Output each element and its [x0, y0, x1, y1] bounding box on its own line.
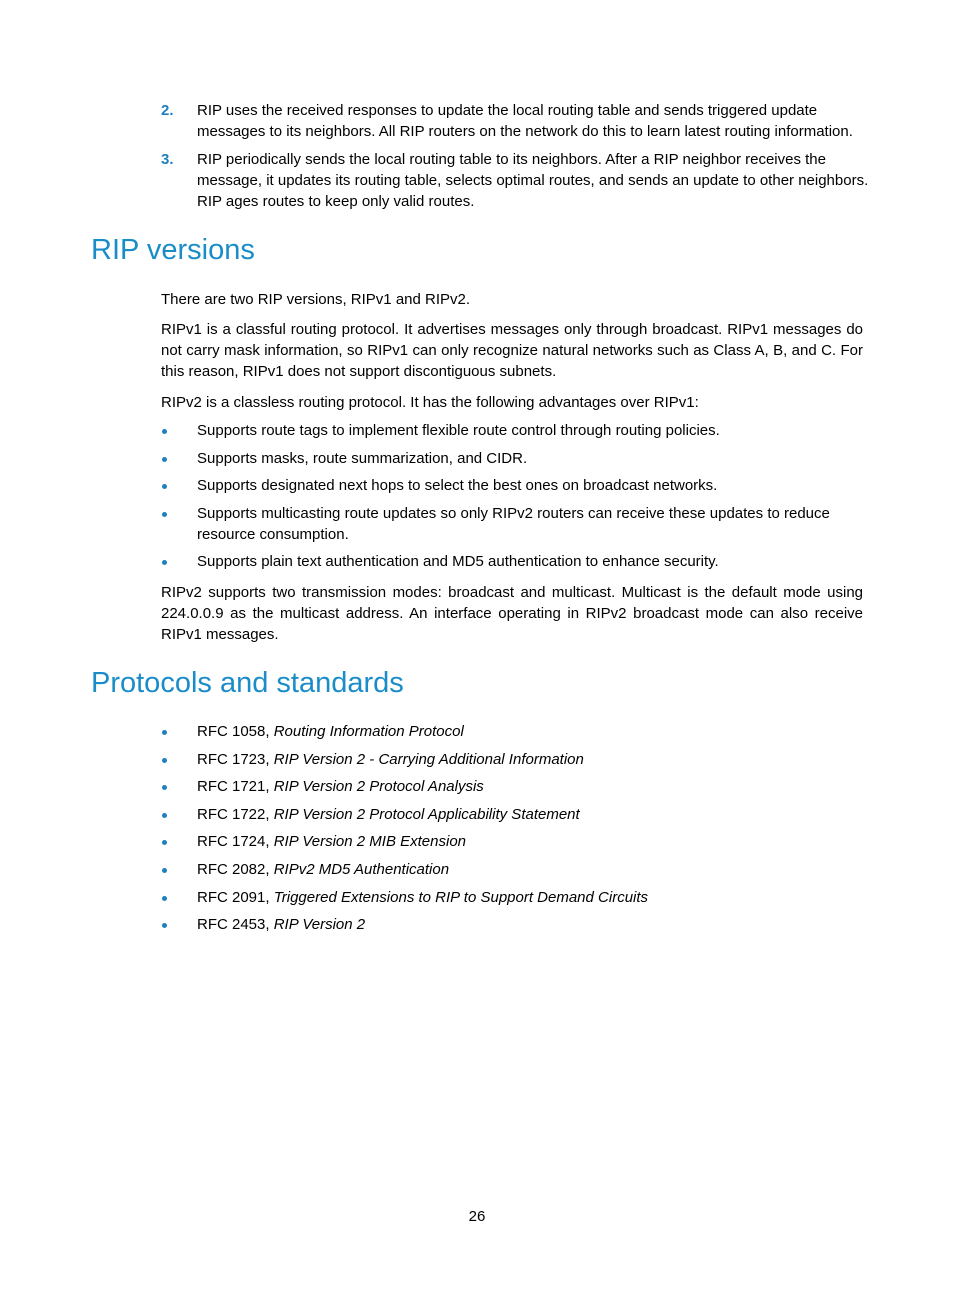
rfc-title: RIPv2 MD5 Authentication	[273, 860, 450, 878]
rfc-item	[161, 749, 863, 770]
bullet-icon	[162, 457, 167, 462]
bullet-icon	[162, 560, 167, 565]
list-item-text: Supports masks, route summarization, and CIDR.	[197, 449, 528, 467]
step-text: RIP periodically sends the local routing table to its neighbors. After a RIP neighbor receives the message, it updates its routing table, selects optimal routes, and sends an update to other neighbors. RIP ages routes to keep only valid routes.	[197, 151, 869, 210]
rfc-item	[161, 887, 863, 908]
step-number: 3.	[161, 151, 174, 168]
rfc-number: RFC 1723,	[197, 750, 274, 768]
rfc-title: Routing Information Protocol	[273, 723, 464, 740]
bullet-icon	[162, 923, 167, 928]
paragraph: There are two RIP versions, RIPv1 and RIPv2.	[161, 291, 471, 308]
rfc-item	[161, 804, 863, 825]
paragraph: RIPv2 supports two transmission modes: broadcast and multicast. Multicast is the default mode using 224.0.0.9 as the multicast address. An interface operating in RIPv2 broadcast mode can also receive RIPv1 messages.	[161, 584, 863, 643]
rfc-title: RIP Version 2 Protocol Applicability Statement	[273, 805, 580, 823]
rfc-number: RFC 2091,	[197, 888, 274, 906]
numbered-steps	[161, 100, 871, 219]
rfc-number: RFC 1721,	[197, 778, 274, 796]
step-number: 2.	[161, 102, 174, 119]
section-heading-rip-versions: RIP versions	[91, 234, 255, 266]
list-item-text: Supports multicasting route updates so only RIPv2 routers can receive these updates to reduce resource consumption.	[197, 504, 830, 543]
bullet-icon	[162, 512, 167, 517]
rfc-item	[161, 721, 863, 742]
rfc-number: RFC 2453,	[197, 916, 274, 934]
bullet-icon	[162, 868, 167, 873]
rfc-title: RIP Version 2 Protocol Analysis	[273, 778, 484, 796]
list-item	[161, 551, 863, 572]
list-item-text: Supports designated next hops to select the best ones on broadcast networks.	[197, 477, 718, 494]
list-item-text: Supports route tags to implement flexible route control through routing policies.	[197, 422, 720, 439]
section-heading-protocols: Protocols and standards	[91, 667, 404, 699]
rfc-item	[161, 776, 863, 797]
step-item	[161, 100, 871, 142]
rfc-number: RFC 1058,	[197, 723, 274, 740]
rfc-item	[161, 831, 863, 852]
step-text: RIP uses the received responses to update the local routing table and sends triggered update messages to its neighbors. All RIP routers on the network do this to learn latest routing information.	[197, 102, 853, 140]
page-number: 26	[468, 1208, 486, 1225]
rfc-item	[161, 859, 863, 880]
bullet-icon	[162, 429, 167, 434]
ripv2-advantages-list	[161, 420, 863, 579]
list-item	[161, 448, 863, 469]
list-item	[161, 420, 863, 441]
list-item	[161, 503, 863, 545]
bullet-icon	[162, 758, 167, 763]
paragraph: RIPv1 is a classful routing protocol. It advertises messages only through broadcast. RIPv1 messages do not carry mask information, so RIPv1 can only recognize natural networks such as Class A, B, and C. For this reason, RIPv1 does not support discontiguous subnets.	[161, 321, 863, 380]
rfc-number: RFC 2082,	[197, 860, 274, 878]
rfc-number: RFC 1722,	[197, 805, 274, 823]
rfc-list	[161, 721, 863, 942]
step-item	[161, 149, 871, 212]
list-item-text: Supports plain text authentication and MD5 authentication to enhance security.	[197, 553, 719, 570]
bullet-icon	[162, 785, 167, 790]
bullet-icon	[162, 840, 167, 845]
bullet-icon	[162, 730, 167, 735]
rfc-title: RIP Version 2 MIB Extension	[273, 833, 467, 851]
rfc-title: RIP Version 2	[273, 916, 366, 934]
list-item	[161, 475, 863, 496]
paragraph: RIPv2 is a classless routing protocol. It has the following advantages over RIPv1:	[161, 394, 699, 411]
bullet-icon	[162, 813, 167, 818]
rfc-title: RIP Version 2 - Carrying Additional Information	[273, 750, 584, 768]
bullet-icon	[162, 896, 167, 901]
rfc-title: Triggered Extensions to RIP to Support Demand Circuits	[273, 888, 649, 906]
rfc-number: RFC 1724,	[197, 833, 274, 851]
bullet-icon	[162, 484, 167, 489]
rfc-item	[161, 914, 863, 935]
